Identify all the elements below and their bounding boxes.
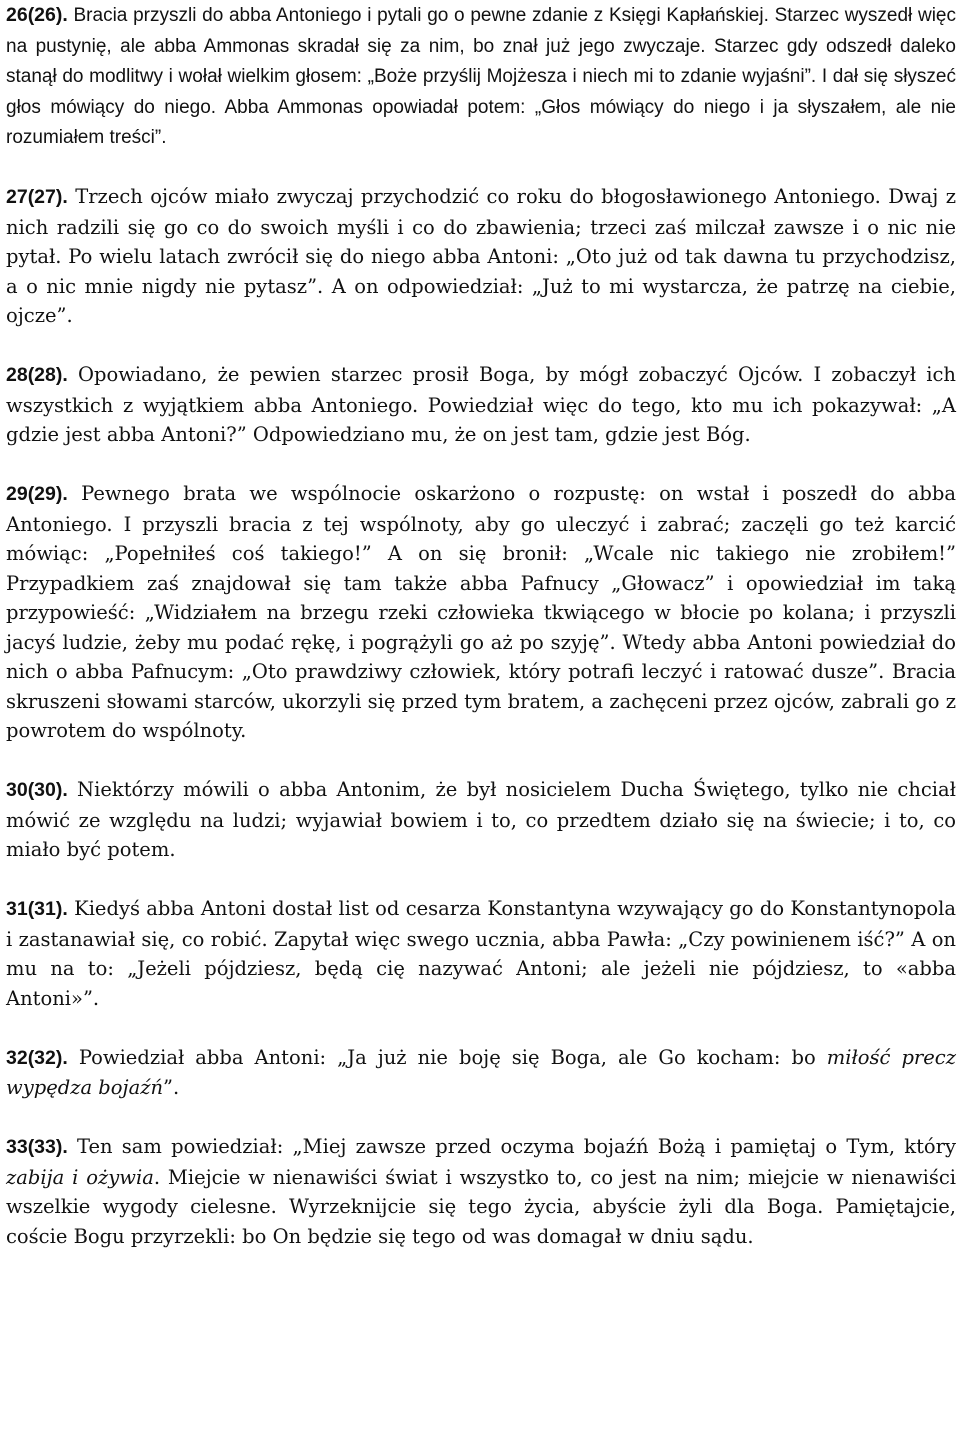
paragraph-text: Bracia przyszli do abba Antoniego i pytali go o pewne zdanie z Księgi Kapłańskiej. Starzec wyszedł więc na pustynię, ale abba Ammonas skradał się za nim, bo znał już jego zwyczaje. Starzec gdy odszedł daleko stanął do modlitwy i wołał wielkim głosem: „Boże przyślij Mojżesza i niech mi to zdanie wyjaśni”. I dał się słyszeć głos mówiący do niego. Abba Ammonas opowiadał potem: „Głos mówiący do niego i ja słyszałem, ale nie rozumiałem treści”. [6,5,956,148]
paragraph-text: Opowiadano, że pewien starzec prosił Boga, by mógł zobaczyć Ojców. I zobaczył ich wszystkich z wyjątkiem abba Antoniego. Powiedział więc do tego, kto mu ich pokazywał: „A gdzie jest abba Antoni?” Odpowiedziano mu, że on jest tam, gdzie jest Bóg. [6,363,956,446]
paragraph-text: Trzech ojców miało zwyczaj przychodzić co roku do błogosławionego Antoniego. Dwaj z nich radzili się go co do swoich myśli i co do zbawienia; trzeci zaś milczał zawsze i o nic nie pytał. Po wielu latach zwrócił się do niego abba Antoni: „Oto już od tak dawna tu przychodzisz, a o nic mnie nigdy nie pytasz”. A on odpowiedział: „Już to mi wystarcza, że patrzę na ciebie, ojcze”. [6,185,956,327]
paragraph-text: Powiedział abba Antoni: „Ja już nie boję się Boga, ale Go kocham: bo [67,1045,827,1069]
paragraph-28 [6,360,956,450]
paragraph-number: 29(29). [6,483,68,505]
italic-quote: zabija i ożywia [6,1165,154,1189]
paragraph-text: Kiedyś abba Antoni dostał list od cesarza Konstantyna wzywający go do Konstantynopola i zastanawiał się, co robić. Zapytał więc swego ucznia, abba Pawła: „Czy powinienem iść?” A on mu na to: „Jeżeli pójdziesz, będą cię nazywać Antoni; ale jeżeli nie pójdziesz, to «abba Antoni»”. [6,897,956,1010]
paragraph-number: 27(27). [6,186,68,208]
paragraph-text: . Miejcie w nienawiści świat i wszystko to, co jest na nim; miejcie w nienawiści wszelkie wygody cielesne. Wyrzeknijcie się tego życia, abyście żyli dla Boga. Pamiętajcie, coście Bogu przyrzekli: bo On będzie się tego od was domagał w dniu sądu. [6,1165,956,1248]
paragraph-number: 26(26). [6,4,68,26]
paragraph-number: 32(32). [6,1046,68,1069]
paragraph-30 [6,775,956,865]
paragraph-text: ”. [163,1076,180,1099]
paragraph-number: 31(31). [6,898,68,920]
paragraph-27 [6,182,956,331]
paragraph-31 [6,894,956,1013]
paragraph-number: 33(33). [6,1136,68,1158]
paragraph-number: 28(28). [6,364,68,386]
paragraph-text: Niektórzy mówili o abba Antonim, że był nosicielem Ducha Świętego, tylko nie chciał mówić ze względu na ludzi; wyjawiał bowiem i to, co przedtem działo się na świecie; i to, co miało być potem. [6,778,956,861]
document-page [6,0,956,1281]
paragraph-29 [6,479,956,746]
paragraph-text: Pewnego brata we wspólnocie oskarżono o rozpustę: on wstał i poszedł do abba Antoniego. I przyszli bracia z tej wspólnoty, aby go uleczyć i zabrać; zaczęli go też karcić mówiąc: „Popełniłeś coś takiego!” A on się bronił: „Wcale nic takiego nie zrobiłem!” Przypadkiem zaś znajdował się tam także abba Pafnucy „Głowacz” i opowiedział im taką przypowieść: „Widziałem na brzegu rzeki człowieka tkwiącego w błocie po kolana; i przyszli jacyś ludzie, żeby mu podać rękę, i pogrążyli go aż po szyję”. Wtedy abba Antoni powiedział do nich o abba Pafnucym: „Oto prawdziwy człowiek, który potrafi leczyć i ratować dusze”. Bracia skruszeni słowami starców, ukorzyli się przed tym bratem, a zachęceni przez ojców, zabrali go z powrotem do wspólnoty. [6,482,956,742]
paragraph-26 [6,0,956,153]
italic-quote: miłość precz wypędza bojaźń [6,1045,956,1099]
paragraph-32 [6,1043,956,1103]
paragraph-text: Ten sam powiedział: „Miej zawsze przed oczyma bojaźń Bożą i pamiętaj o Tym, który [67,1135,956,1158]
paragraph-number: 30(30). [6,779,68,801]
paragraph-33 [6,1132,956,1251]
